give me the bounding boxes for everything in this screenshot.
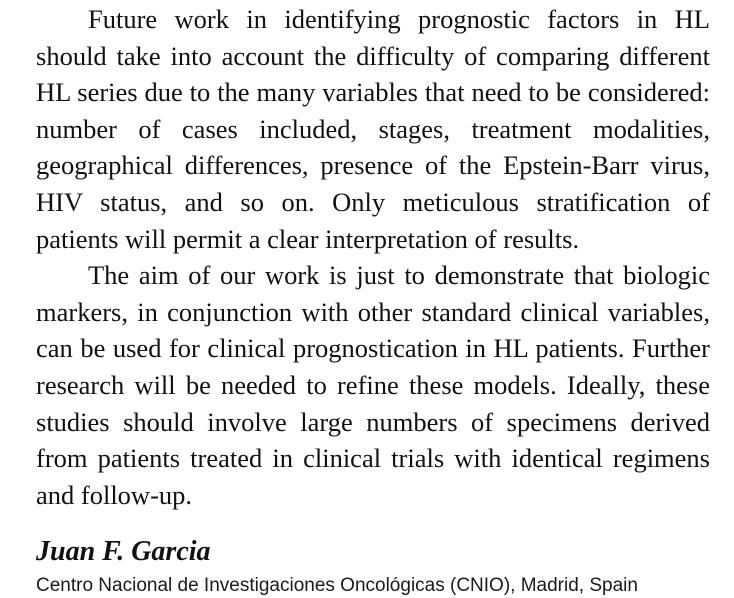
author-affiliation: Centro Nacional de Investigaciones Oncológicas (CNIO), Madrid, Spain [36, 575, 638, 597]
author-name: Juan F. Garcia [36, 536, 211, 568]
article-excerpt [36, 0, 710, 598]
body-paragraph-future-work: Future work in identifying prognostic factors in HL should take into account the difficulty of comparing different HL series due to the many variables that need to be considered: number of cases included, stages, treatment modalities, geographical differences, presence of the Epstein-Barr virus, HIV status, and so on. Only meticulous stratification of patients will permit a clear interpretation of results. [36, 4, 710, 254]
body-paragraph-aim: The aim of our work is just to demonstrate that biologic markers, in conjunction with other standard clinical variables, can be used for clinical prognostication in HL patients. Further research will be needed to refine these models. Ideally, these studies should involve large numbers of specimens derived from patients treated in clinical trials with identical regimens and follow-up. [36, 260, 710, 510]
